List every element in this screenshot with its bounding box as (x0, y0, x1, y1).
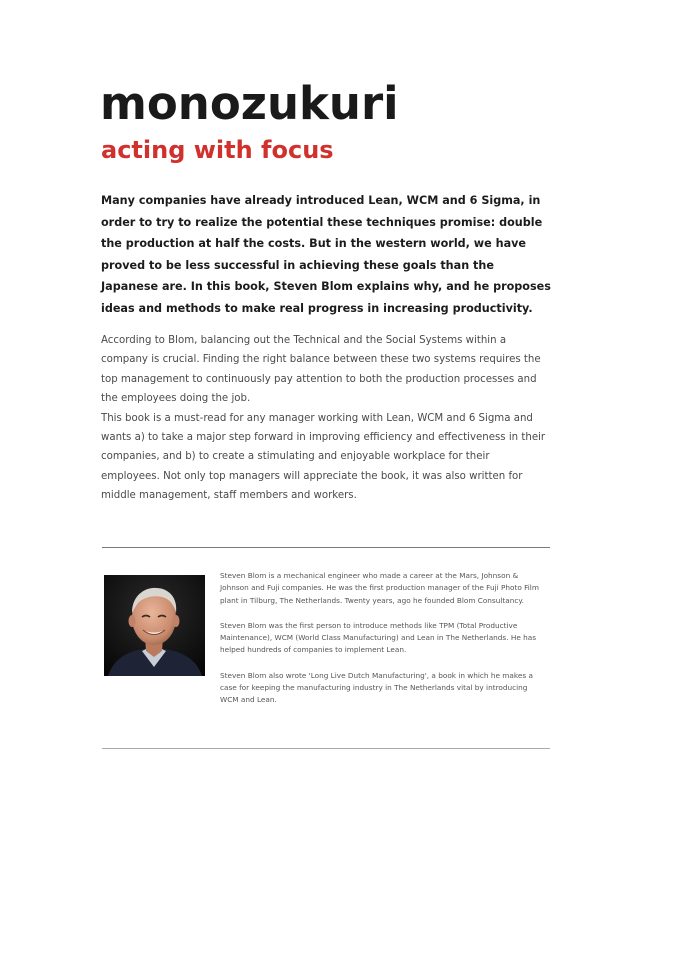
author-photo (104, 575, 205, 676)
body-paragraph-2: This book is a must-read for any manager working with Lean, WCM and 6 Sigma and wants a) to take a major step forward in improving efficiency and effectiveness in their companies, and b) to create a stimulating and enjoyable workplace for their employees. Not only top managers will appreciate the book, it was also written for middle management, staff members and workers. (101, 412, 546, 502)
page-title: monozukuri (100, 77, 399, 130)
divider-top (102, 547, 550, 548)
author-bio (220, 570, 540, 720)
author-bio-paragraph-3: Steven Blom also wrote 'Long Live Dutch Manufacturing', a book in which he makes a case for keeping the manufacturing industry in The Netherlands vital by introducing WCM and Lean. (220, 670, 533, 705)
body-text (101, 331, 551, 506)
page-subtitle: acting with focus (101, 136, 334, 164)
divider-bottom (102, 748, 550, 749)
body-paragraph-1: According to Blom, balancing out the Technical and the Social Systems within a company is crucial. Finding the right balance between these two systems requires the top management to continuously pay attention to both the production processes and the employees doing the job. (101, 335, 541, 405)
intro-paragraph: Many companies have already introduced Lean, WCM and 6 Sigma, in order to try to realize the potential these techniques promise: double the production at half the costs. But in the western world, we have proved to be less successful in achieving these goals than the Japanese are. In this book, Steven Blom explains why, and he proposes ideas and methods to make real progress in increasing productivity. (101, 194, 551, 315)
author-bio-paragraph-2: Steven Blom was the first person to introduce methods like TPM (Total Productive Maintenance), WCM (World Class Manufacturing) and Lean in The Netherlands. He has helped hundreds of companies to implement Lean. (220, 620, 537, 655)
author-bio-paragraph-1: Steven Blom is a mechanical engineer who made a career at the Mars, Johnson & Johnson and Fuji companies. He was the first production manager of the Fuji Photo Film plant in Tilburg, The Netherlands. Twenty years, ago he founded Blom Consultancy. (220, 571, 539, 605)
